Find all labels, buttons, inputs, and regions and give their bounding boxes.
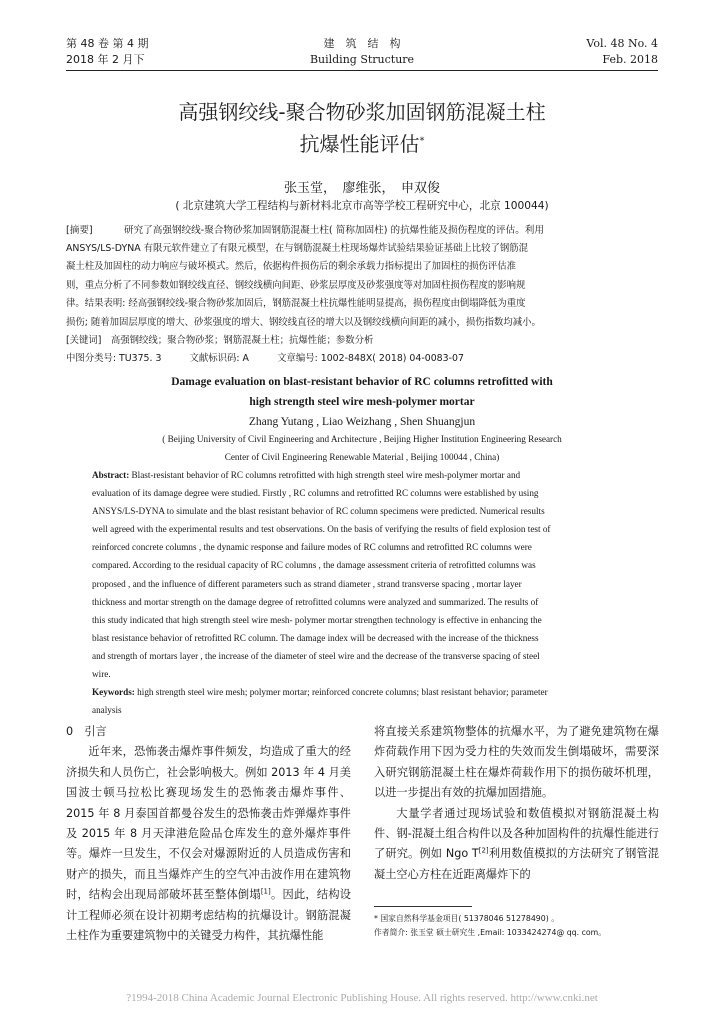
authors-en: Zhang Yutang , Liao Weizhang , Shen Shuangjun (248, 416, 476, 428)
footnote-author: 作者简介: 张玉堂 硕士研究生 ,Email: 1033424274@ qq. com。 (374, 928, 607, 937)
keywords-en-text: high strength steel wire mesh; polymer mortar; reinforced concrete columns; blast resistant behavior; parameter (137, 687, 548, 698)
title-en-line2: high strength steel wire mesh-polymer mortar (249, 396, 475, 408)
keywords-en (92, 683, 658, 701)
intro-text-b: 。因此，结构设计工程师必须在设计初期考虑结构的抗爆设计。钢筋混凝土柱作为重要建筑物中的关键受力构件，其抗爆性能 (66, 888, 351, 943)
abstract-cn-line: 凝土柱及加固柱的动力响应与破坏模式。然后，依据构件损伤后的剩余承载力指标提出了加固柱的损伤评估准 (66, 261, 517, 273)
abstract-en-line: compared. According to the residual capacity of RC columns , the damage assessment criteria of retrofitted columns was (92, 560, 536, 571)
abstract-cn-line: 则，重点分析了不同参数如钢绞线直径、钢绞线横向间距、砂浆层厚度及砂浆强度等对加固柱损伤程度的影响规 (66, 279, 526, 291)
header-date: 2018 年 2 月下 (66, 53, 145, 66)
keywords-en-label: Keywords: (92, 687, 135, 698)
intro-paragraph-2 (374, 804, 659, 886)
intro-text-c: 大量学者通过现场试验和数值模拟对钢筋混凝土构件、钢-混凝土组合构件以及各种加固构件的抗爆性能进行了研究。例如 Ngo T (374, 806, 659, 861)
body-right-column (374, 722, 659, 885)
header-rule (66, 70, 658, 71)
footnote-funding: * 国家自然科学基金项目( 51378046 51278490) 。 (374, 914, 560, 923)
affiliation-en-line1: ( Beijing University of Civil Engineering and Architecture , Beijing Higher Institution Engineering Research (162, 434, 562, 444)
intro-text-d: 利用数值模拟的方法研究了钢管混凝土空心方柱在近距离爆炸下的 (374, 847, 659, 881)
abstract-en-line: wire. (92, 669, 111, 680)
section-heading (66, 722, 351, 742)
body-left-column (66, 722, 351, 946)
title-line2 (0, 128, 724, 157)
abstract-cn-line: 损伤; 随着加固层厚度的增大、砂浆强度的增大、钢绞线直径的增大以及钢绞线横向间距的减小，损伤指数均减小。 (66, 316, 541, 328)
section-number: 0 (66, 725, 74, 738)
footnote (374, 912, 674, 940)
section-title: 引言 (84, 725, 107, 738)
abstract-en-label: Abstract: (92, 470, 130, 480)
authors-cn: 张玉堂， 廖维张， 申双俊 (283, 181, 440, 196)
footnote-rule (374, 906, 472, 907)
copyright-notice: ?1994-2018 China Academic Journal Electronic Publishing House. All rights reserved. http://www.cnki.net (126, 992, 598, 1004)
abstract-cn-line: 研究了高强钢绞线-聚合物砂浆加固钢筋混凝土柱( 简称加固柱) 的抗爆性能及损伤程度的评估。利用 (124, 225, 544, 236)
affiliation-cn: ( 北京建筑大学工程结构与新材料北京市高等学校工程研究中心，北京 100044) (175, 200, 549, 212)
abstract-en-line: ANSYS/LS-DYNA to simulate and the blast resistant behavior of RC column specimens were predicted. Numerical results (92, 506, 545, 517)
abstract-cn-body (92, 222, 658, 240)
intro-paragraph-1-cont: 将直接关系建筑物整体的抗爆水平，为了避免建筑物在爆炸荷载作用下因为受力柱的失效而发生倒塌破坏，需要深入研究钢筋混凝土柱在爆炸荷载作用下的损伤破坏机理，以进一步提出有效的抗爆加固措施。 (374, 725, 659, 800)
header-date-en: Feb. 2018 (602, 53, 658, 66)
intro-paragraph-1 (66, 742, 351, 946)
header-vol-en: Vol. 48 No. 4 (586, 37, 658, 50)
title-en-line1: Damage evaluation on blast-resistant behavior of RC columns retrofitted with (171, 376, 553, 388)
abstract-en-line: and strength of mortars layer , the increase of the diameter of steel wire and the decrease of the transverse spacing of steel (92, 650, 540, 661)
header-volume-issue: 第 48 卷 第 4 期 (66, 37, 149, 50)
abstract-en-line-first (92, 466, 658, 484)
abstract-cn-label: [摘要] (66, 225, 93, 236)
title-line2-text: 抗爆性能评估 (299, 132, 420, 156)
title-line1: 高强钢绞线-聚合物砂浆加固钢筋混凝土柱 (178, 100, 546, 124)
affiliation-en-line2: Center of Civil Engineering Renewable Material , Beijing 100044 , China) (224, 452, 500, 462)
abstract-en-line: blast resistance behavior of retrofitted RC column. The damage index will be decreased with the increase of the thickness (92, 632, 539, 643)
citation-ref-1: [1] (260, 887, 271, 896)
header-journal-cn: 建 筑 结 构 (323, 37, 401, 50)
abstract-en-line: reinforced concrete columns , the dynamic response and failure modes of RC columns and retrofitted RC columns were (92, 542, 532, 553)
keywords-cn-label: [关键词] (66, 335, 102, 347)
keywords-cn-text: 高强钢绞线；聚合物砂浆；钢筋混凝土柱；抗爆性能；参数分析 (110, 335, 374, 347)
title-asterisk: * (419, 135, 425, 147)
header-journal-en: Building Structure (309, 53, 415, 66)
keywords-en-cont: analysis (92, 705, 122, 716)
abstract-en-line: thickness and mortar strength on the damage degree of retrofitted columns were analyzed and summarized. The results of (92, 596, 539, 607)
abstract-cn-line: 律。结果表明: 经高强钢绞线-聚合物砂浆加固后，钢筋混凝土柱抗爆性能明显提高，损伤程度由倒塌降低为重度 (66, 298, 526, 310)
keywords-cn (66, 332, 658, 350)
classification-line: 中图分类号: TU375. 3 文献标识码: A 文章编号: 1002-848X( 2018) 04-0083-07 (66, 353, 464, 365)
intro-text-a: 近年来，恐怖袭击爆炸事件频发，均造成了重大的经济损失和人员伤亡，社会影响极大。例如 2013 年 4 月美国波士顿马拉松比赛现场发生的恐怖袭击爆炸事件、2015 年 8 月泰国首都曼谷发生的恐怖袭击炸弹爆炸事件及 2015 年 8 月天津港危险品仓库发生的意外爆炸事件等。爆炸一旦发生，不仅会对爆源附近的人员造成伤害和财产的损失，而且当爆炸产生的空气冲击波作用在建筑物时，结构会出现局部破坏甚至整体倒塌 (66, 745, 351, 902)
abstract-en-line: proposed , and the influence of different parameters such as strand diameter , strand transverse spacing , mortar layer (92, 578, 522, 589)
abstract-cn-line: ANSYS/LS-DYNA 有限元软件建立了有限元模型，在与钢筋混凝土柱现场爆炸试验结果验证基础上比较了钢筋混 (66, 243, 528, 254)
abstract-en (92, 466, 658, 719)
abstract-cn-rest (66, 240, 658, 369)
abstract-en-line: well agreed with the experimental results and test observations. On the basis of verifying the results of field explosion test of (92, 524, 551, 535)
citation-ref-2: [2] (478, 846, 489, 855)
abstract-en-line: this study indicated that high strength steel wire mesh- polymer mortar strengthen technology is effective in enhancing the (92, 614, 542, 625)
abstract-en-line: Blast-resistant behavior of RC columns retrofitted with high strength steel wire mesh-polymer mortar and (131, 470, 521, 480)
abstract-en-line: evaluation of its damage degree were studied. Firstly , RC columns and retrofitted RC columns were established by using (92, 488, 539, 499)
